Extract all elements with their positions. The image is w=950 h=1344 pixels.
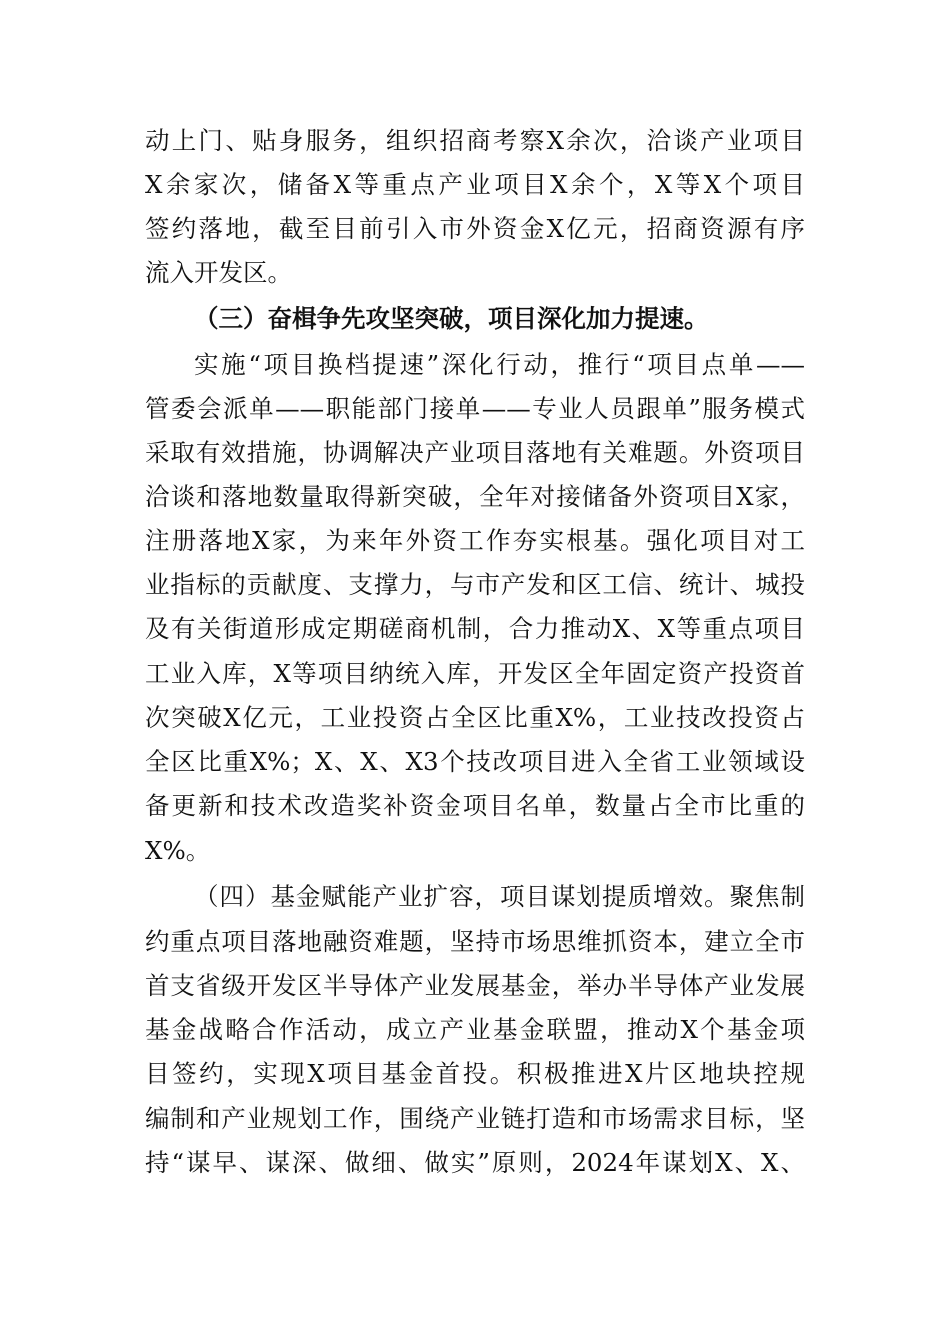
text-line: 全区比重X%；X、X、X3个技改项目进入全省工业领域设: [145, 747, 805, 776]
text-line: 注册落地X家，为来年外资工作夯实根基。强化项目对工: [145, 526, 805, 555]
text-line: 动上门、贴身服务，组织招商考察X余次，洽谈产业项目: [145, 126, 805, 155]
text-line: 目签约，实现X项目基金首投。积极推进X片区地块控规: [145, 1059, 805, 1088]
text-line: X%。: [145, 836, 211, 865]
text-line: 管委会派单——职能部门接单——专业人员跟单”服务模式: [145, 394, 805, 423]
text-line: 持“谋早、谋深、做细、做实”原则，2024年谋划X、X、: [145, 1148, 805, 1177]
text-line: 基金战略合作活动，成立产业基金联盟，推动X个基金项: [145, 1015, 805, 1044]
text-line: 工业入库，X等项目纳统入库，开发区全年固定资产投资首: [145, 659, 805, 688]
text-line: 次突破X亿元，工业投资占全区比重X%，工业技改投资占: [145, 703, 805, 732]
text-line: X余家次，储备X等重点产业项目X余个，X等X个项目: [145, 170, 805, 199]
text-line: 编制和产业规划工作，围绕产业链打造和市场需求目标，坚: [145, 1104, 805, 1133]
text-line: 备更新和技术改造奖补资金项目名单，数量占全市比重的: [145, 791, 805, 820]
text-line: 业指标的贡献度、支撑力，与市产发和区工信、统计、城投: [145, 570, 805, 599]
section-heading-4-line: （四）基金赋能产业扩容，项目谋划提质增效。聚焦制: [194, 882, 805, 911]
section-heading-3: （三）奋楫争先攻坚突破，项目深化加力提速。: [194, 304, 709, 333]
text-line: 实施“项目换档提速”深化行动，推行“项目点单——: [194, 350, 805, 379]
text-line: 首支省级开发区半导体产业发展基金，举办半导体产业发展: [145, 971, 805, 1000]
text-line: 约重点项目落地融资难题，坚持市场思维抓资本，建立全市: [145, 927, 805, 956]
text-line: 签约落地，截至目前引入市外资金X亿元，招商资源有序: [145, 214, 805, 243]
text-line: 洽谈和落地数量取得新突破，全年对接储备外资项目X家，: [145, 482, 805, 511]
text-line: 及有关街道形成定期磋商机制，合力推动X、X等重点项目: [145, 614, 805, 643]
text-line: 流入开发区。: [145, 258, 292, 287]
text-line: 采取有效措施，协调解决产业项目落地有关难题。外资项目: [145, 438, 805, 467]
